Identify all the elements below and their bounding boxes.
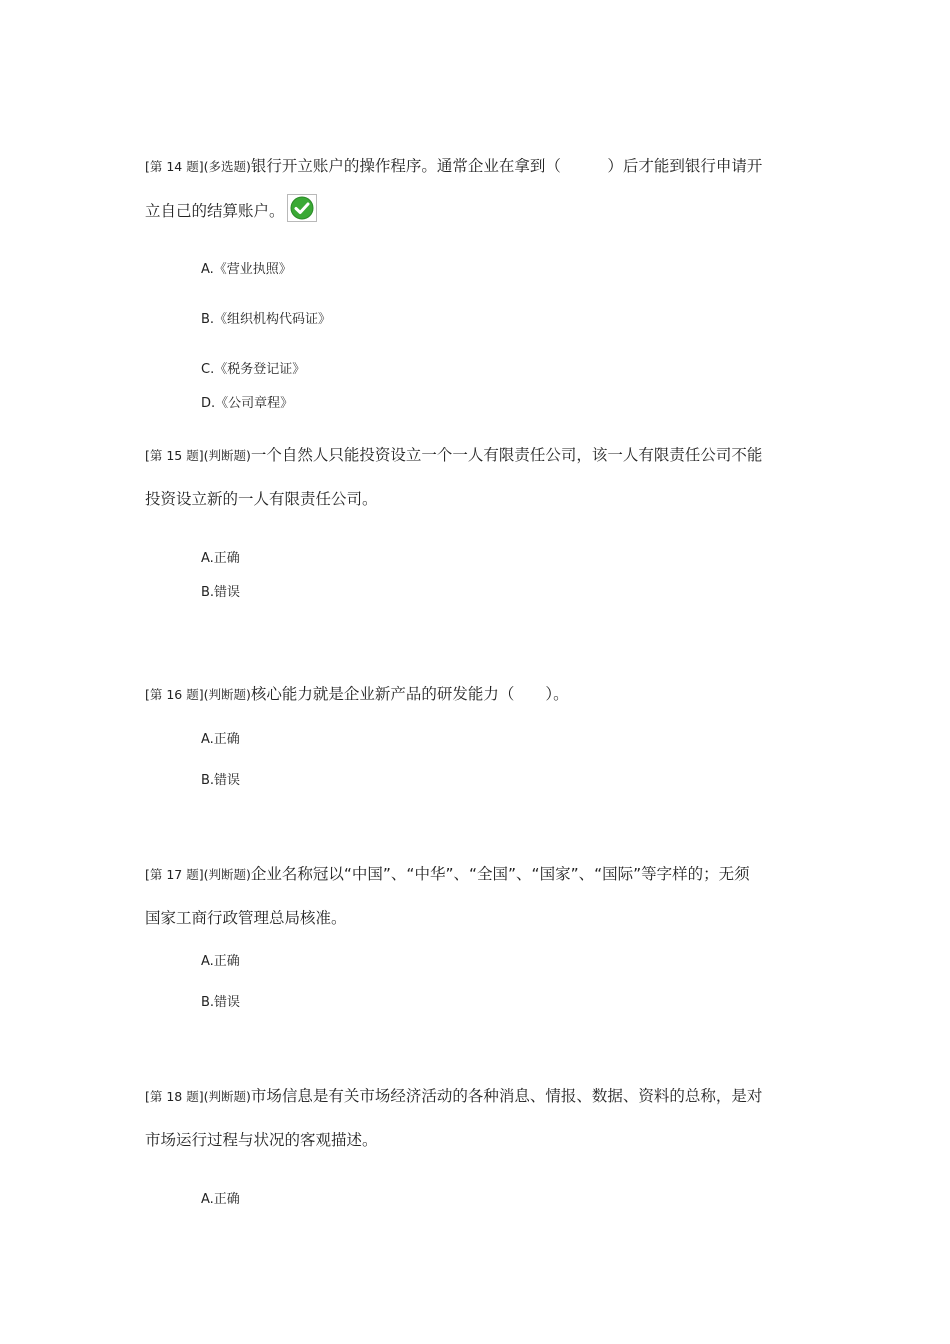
- question-text: 市场信息是有关市场经济活动的各种消息、情报、数据、资料的总称，是对: [250, 1087, 763, 1105]
- question-number: [第 15 题]: [145, 448, 204, 463]
- question-type: (多选题): [203, 159, 251, 174]
- question-type: (判断题): [203, 448, 251, 463]
- question-14-line-2: [145, 194, 317, 222]
- question-number: [第 18 题]: [145, 1089, 204, 1104]
- question-text: 市场运行过程与状况的客观描述。: [145, 1131, 378, 1149]
- question-text: 一个自然人只能投资设立一个一人有限责任公司，该一人有限责任公司不能: [250, 446, 763, 464]
- green-check-icon: [287, 194, 317, 222]
- option-a[interactable]: A.正确: [201, 954, 240, 969]
- question-number: [第 16 题]: [145, 687, 204, 702]
- option-b[interactable]: B.错误: [201, 585, 241, 600]
- question-14-line-1: [145, 155, 762, 178]
- option-b[interactable]: B.错误: [201, 995, 241, 1010]
- question-number: [第 17 题]: [145, 867, 204, 882]
- option-a[interactable]: A.正确: [201, 551, 240, 566]
- question-17-line-1: [145, 863, 750, 886]
- question-text: 立自己的结算账户。: [145, 202, 285, 220]
- option-c[interactable]: C.《税务登记证》: [201, 362, 306, 377]
- option-a[interactable]: A.正确: [201, 1192, 240, 1207]
- option-a[interactable]: A.《营业执照》: [201, 262, 292, 277]
- question-number: [第 14 题]: [145, 159, 204, 174]
- question-type: (判断题): [203, 687, 251, 702]
- option-b[interactable]: B.错误: [201, 773, 241, 788]
- option-b[interactable]: B.《组织机构代码证》: [201, 312, 332, 327]
- question-text: 核心能力就是企业新产品的研发能力（ ）。: [250, 685, 569, 703]
- question-text: 投资设立新的一人有限责任公司。: [145, 490, 378, 508]
- option-a[interactable]: A.正确: [201, 732, 240, 747]
- question-17-line-2: [145, 907, 347, 929]
- question-15-line-2: [145, 488, 378, 510]
- question-18-line-1: [145, 1085, 762, 1108]
- question-text: 银行开立账户的操作程序。通常企业在拿到（ ）后才能到银行申请开: [250, 157, 763, 175]
- question-type: (判断题): [203, 1089, 251, 1104]
- question-type: (判断题): [203, 867, 251, 882]
- question-16-line-1: [145, 683, 569, 706]
- question-text: 企业名称冠以“中国”、“中华”、“全国”、“国家”、“国际”等字样的；无须: [250, 865, 750, 883]
- question-18-line-2: [145, 1129, 378, 1151]
- question-text: 国家工商行政管理总局核准。: [145, 909, 347, 927]
- option-d[interactable]: D.《公司章程》: [201, 396, 294, 411]
- question-15-line-1: [145, 444, 762, 467]
